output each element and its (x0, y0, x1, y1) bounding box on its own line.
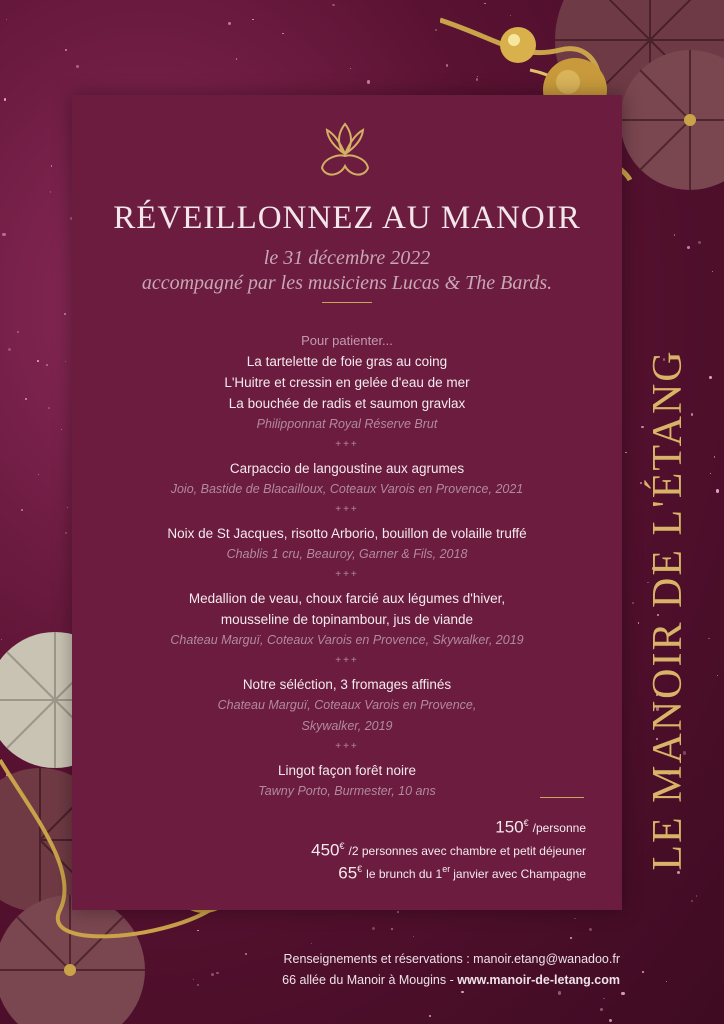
price-amount: 65 (338, 863, 358, 883)
prices-divider (540, 797, 584, 798)
title-divider (322, 302, 372, 303)
wine-pairing: Chablis 1 cru, Beauroy, Garner & Fils, 2018 (226, 547, 468, 561)
dish-line: Medallion de veau, choux farcié aux légumes d'hiver, (188, 591, 506, 606)
wine-pairing: Chateau Marguï, Coteaux Varois en Provence, (217, 698, 477, 712)
reservation-line: Renseignements et réservations : manoir.etang@wanadoo.fr (283, 952, 620, 966)
price-amount: 150 (495, 817, 524, 837)
dish-line: Carpaccio de langoustine aux agrumes (229, 461, 465, 476)
dish-line: Noix de St Jacques, risotto Arborio, bouillon de volaille truffé (167, 526, 527, 541)
course-separator: +++ (335, 439, 359, 450)
course-separator: +++ (335, 569, 359, 580)
page-title: RÉVEILLONNEZ AU MANOIR (113, 200, 581, 236)
price-description-cont: janvier avec Champagne (453, 867, 586, 882)
dish-line: Lingot façon forêt noire (277, 763, 417, 778)
brand-vertical-title: LE MANOIR DE L'ÉTANG (645, 349, 691, 871)
dish-line: mousseline de topinambour, jus de viande (220, 612, 474, 627)
ordinal-suffix: er (442, 864, 451, 874)
currency-symbol: € (339, 841, 345, 851)
dish-line: Notre séléction, 3 fromages affinés (242, 677, 452, 692)
event-subtitle: accompagné par les musiciens Lucas & The Bards. (141, 272, 553, 294)
currency-symbol: € (357, 864, 363, 874)
price-row (311, 812, 586, 835)
price-row (311, 835, 586, 858)
wine-pairing: Tawny Porto, Burmester, 10 ans (258, 784, 436, 798)
event-date: le 31 décembre 2022 (263, 247, 431, 269)
price-amount: 450 (311, 840, 340, 860)
course-separator: +++ (335, 655, 359, 666)
wine-pairing: Skywalker, 2019 (301, 719, 393, 733)
wine-pairing: Joio, Bastide de Blacailloux, Coteaux Varois en Provence, 2021 (170, 482, 524, 496)
price-description: le brunch du 1 (366, 867, 443, 882)
currency-symbol: € (523, 818, 529, 828)
lotus-logo-icon (310, 118, 380, 180)
contact-info (282, 949, 620, 991)
menu-intro: Pour patienter... (301, 333, 393, 348)
dish-line: La tartelette de foie gras au coing (246, 354, 448, 369)
wine-pairing: Philipponnat Royal Réserve Brut (256, 417, 438, 431)
menu-list (72, 330, 622, 802)
course-separator: +++ (335, 741, 359, 752)
website-link[interactable]: www.manoir-de-letang.com (457, 973, 620, 987)
wine-pairing: Chateau Marguï, Coteaux Varois en Provence, Skywalker, 2019 (170, 633, 524, 647)
price-description: /personne (532, 821, 586, 836)
price-list (311, 812, 586, 881)
address-line (282, 970, 620, 991)
dish-line: La bouchée de radis et saumon gravlax (228, 396, 466, 411)
address-text: 66 allée du Manoir à Mougins - (282, 973, 458, 987)
price-row (311, 858, 586, 881)
price-description: /2 personnes avec chambre et petit déjeuner (348, 844, 586, 859)
dish-line: L'Huitre et cressin en gelée d'eau de mer (224, 375, 470, 390)
course-separator: +++ (335, 504, 359, 515)
